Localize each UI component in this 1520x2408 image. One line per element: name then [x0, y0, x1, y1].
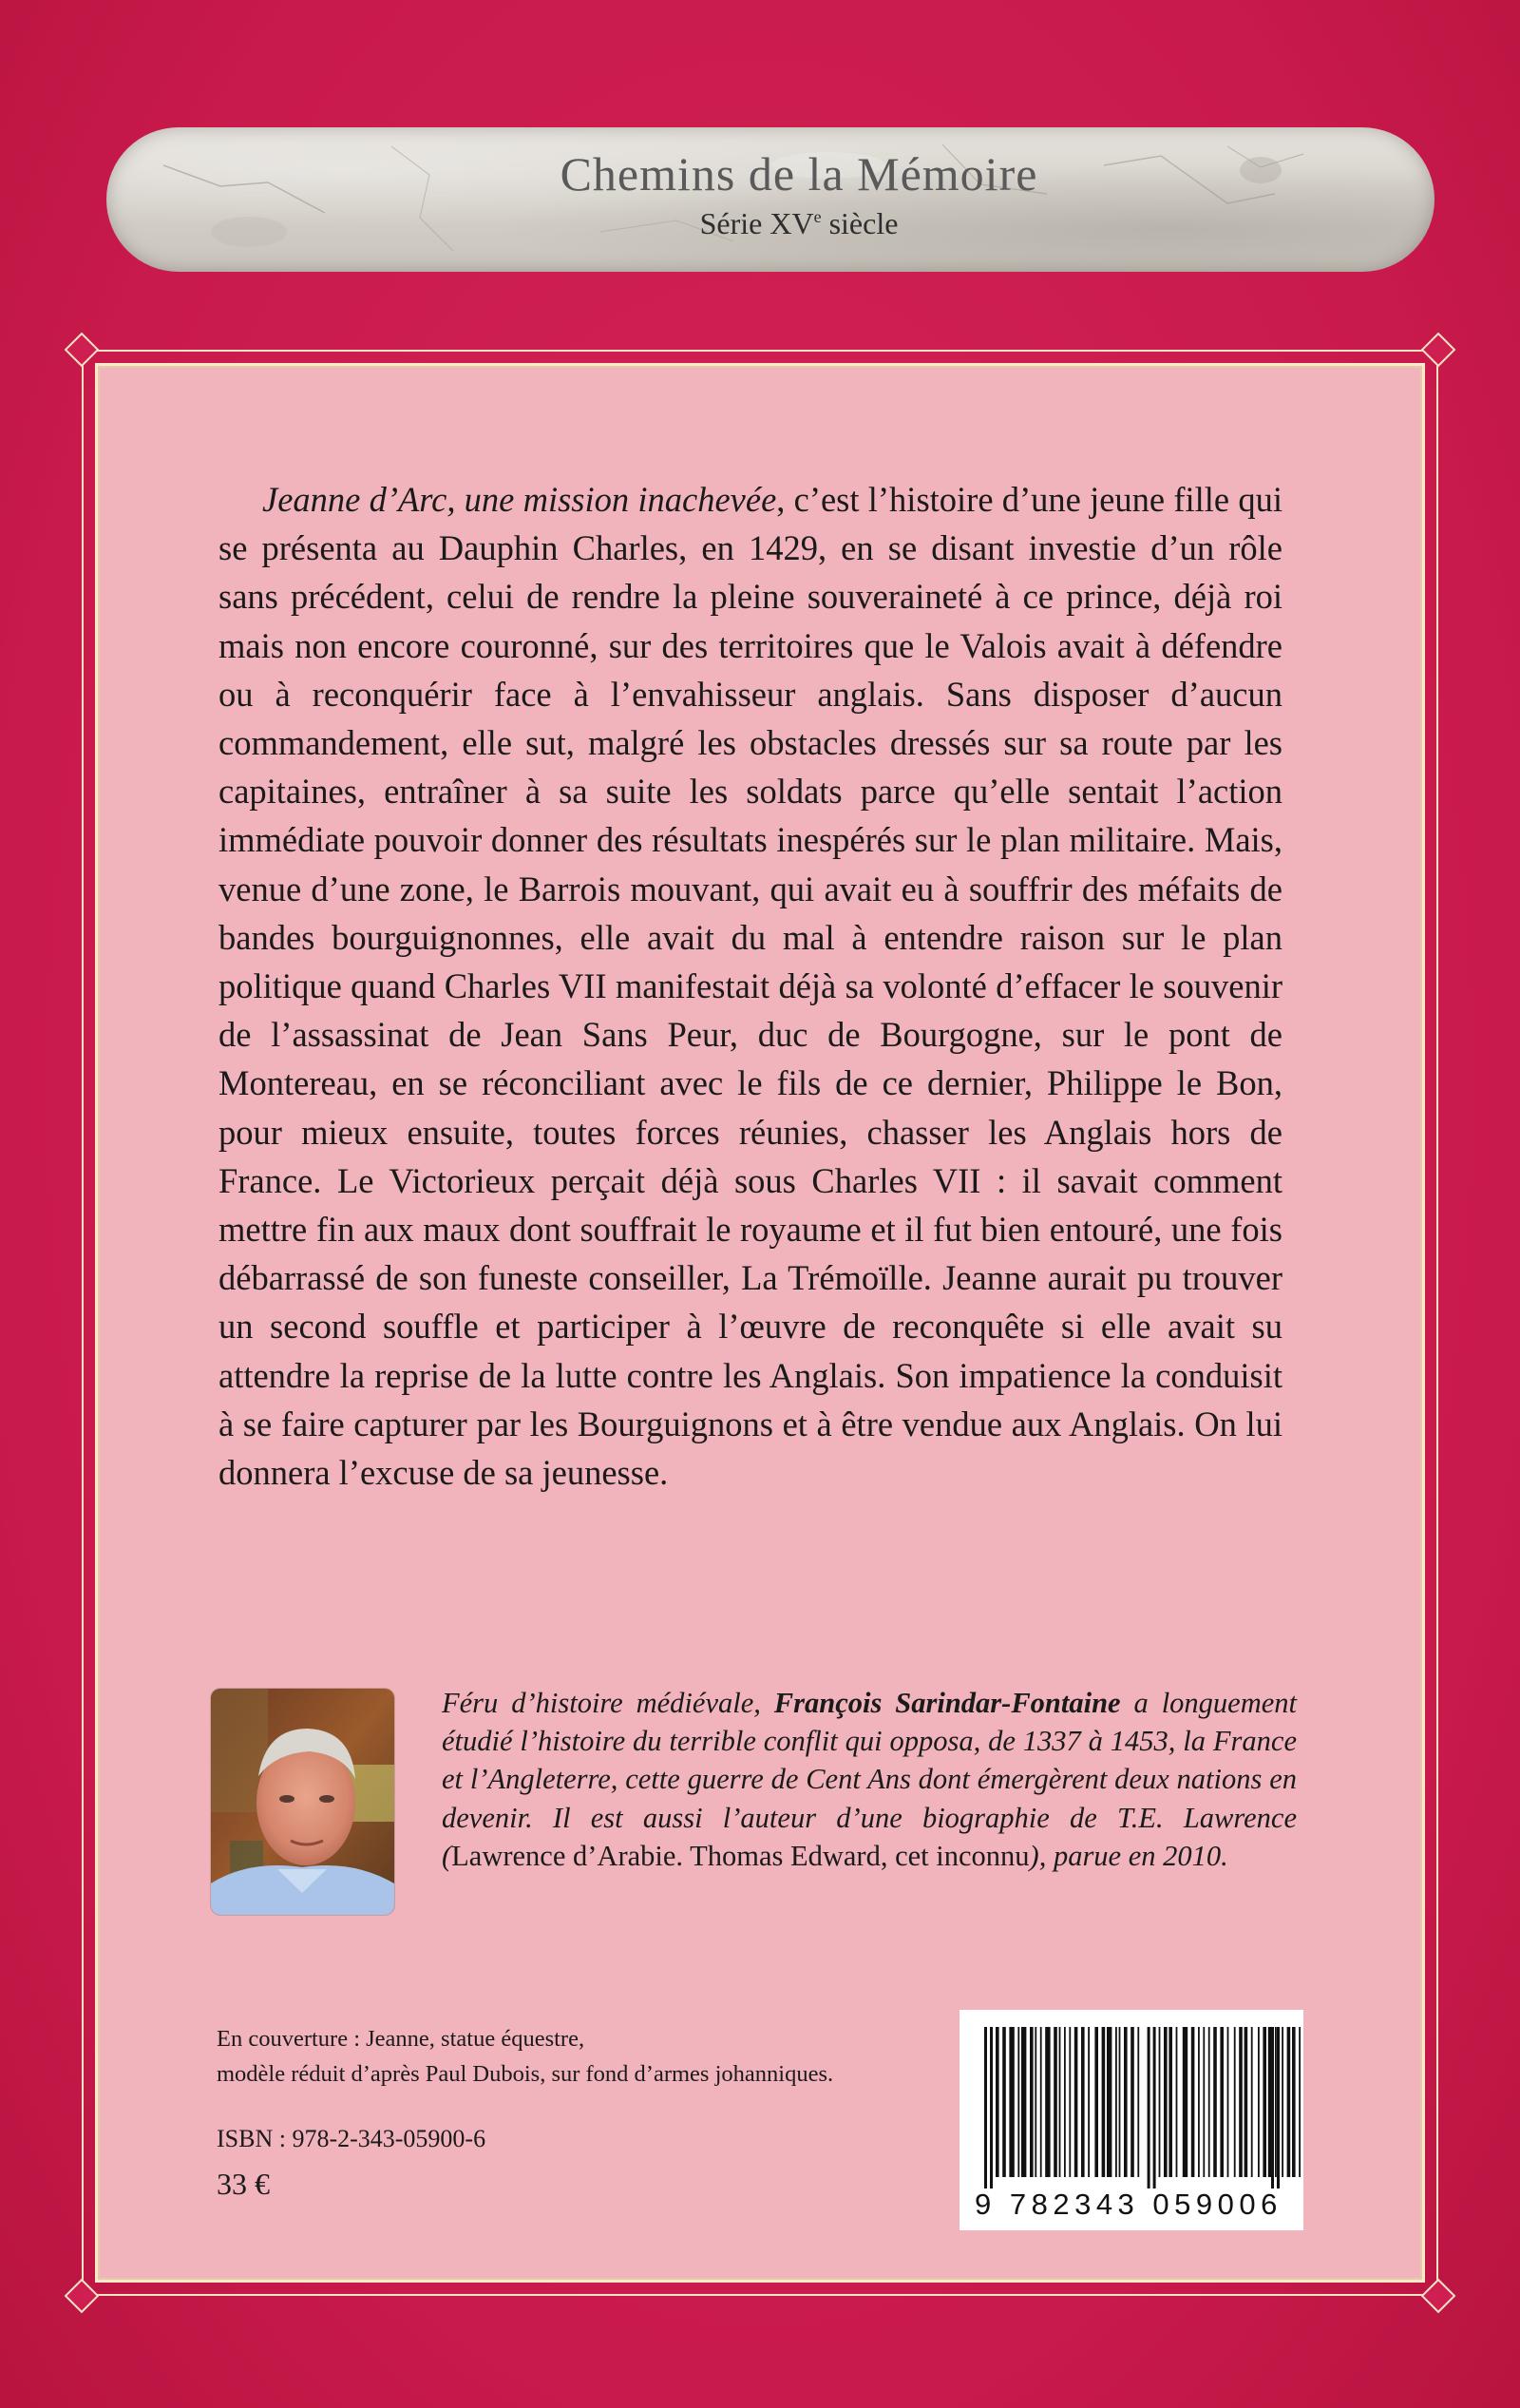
barcode-bar [1088, 2027, 1090, 2177]
series-sub-suffix: siècle [821, 206, 899, 240]
credits-line-2: modèle réduit d’après Paul Dubois, sur fond d’armes johanniques. [217, 2061, 834, 2087]
barcode-bar [1271, 2027, 1274, 2188]
author-other-book: Lawrence d’Arabie. Thomas Edward, cet inconnu [451, 1839, 1030, 1872]
series-banner [106, 127, 1434, 272]
barcode-bar [1258, 2027, 1260, 2177]
author-photo [211, 1689, 394, 1915]
barcode-bar [1002, 2027, 1006, 2177]
barcode-bar [1059, 2027, 1061, 2177]
barcode-bar [1191, 2027, 1195, 2177]
cover-credits [217, 2021, 977, 2092]
barcode-bar [1124, 2027, 1128, 2177]
barcode-bar [1021, 2027, 1026, 2177]
barcode-bar [1183, 2027, 1188, 2177]
barcode-bar [1292, 2027, 1296, 2177]
barcode-bar [1119, 2027, 1121, 2177]
barcode-bar [1275, 2027, 1277, 2177]
barcode-bar [1153, 2027, 1156, 2188]
barcode-bar [1130, 2027, 1134, 2177]
price: 33 € [217, 2167, 270, 2201]
barcode-bar [1164, 2027, 1168, 2177]
barcode-bar [1287, 2027, 1291, 2177]
barcode-bar [1009, 2027, 1014, 2177]
barcode-bar [1035, 2027, 1036, 2177]
barcode-bar [1054, 2027, 1057, 2177]
barcode-bar [1208, 2027, 1210, 2177]
barcode-bar [1251, 2027, 1253, 2177]
series-sub-prefix: Série XV [699, 206, 814, 240]
barcode-bar [1198, 2027, 1200, 2177]
author-bio-part2: ), parue en 2010. [1029, 1839, 1228, 1872]
barcode-bar [1159, 2027, 1161, 2177]
barcode-bar [1081, 2027, 1085, 2177]
book-summary [218, 475, 1282, 1497]
barcode-bar [1227, 2027, 1229, 2177]
barcode-bar [1168, 2027, 1172, 2177]
series-sub-sup: e [813, 207, 822, 226]
barcode-bar [1115, 2027, 1117, 2177]
barcode-bar [1094, 2027, 1098, 2177]
barcode-bar [1064, 2027, 1066, 2177]
barcode-bar [1148, 2027, 1150, 2188]
credits-line-1: En couverture : Jeanne, statue équestre, [217, 2026, 585, 2052]
barcode-bar [990, 2027, 993, 2188]
barcode-bar [984, 2027, 987, 2188]
barcode-bar [1268, 2027, 1272, 2177]
barcode-bar [1137, 2027, 1139, 2177]
barcode-bar [1017, 2027, 1019, 2177]
barcode-bar [1244, 2027, 1248, 2177]
barcode-bar [1040, 2027, 1042, 2177]
barcode-bar [1299, 2027, 1301, 2177]
barcode-bar [996, 2027, 999, 2177]
barcode-bar [1030, 2027, 1034, 2177]
barcode-bar [1220, 2027, 1224, 2177]
barcode-bar [1069, 2027, 1071, 2177]
barcode-bar [1102, 2027, 1106, 2177]
author-portrait-image [211, 1689, 394, 1915]
barcode-bar [1107, 2027, 1112, 2177]
barcode-bar [1282, 2027, 1283, 2177]
series-subtitle [106, 206, 1434, 241]
author-bio [442, 1684, 1297, 1875]
barcode-bar [1213, 2027, 1217, 2177]
isbn: ISBN : 978-2-343-05900-6 [217, 2125, 486, 2152]
barcode-bar [1176, 2027, 1178, 2177]
barcode-bar [1074, 2027, 1078, 2177]
series-title: Chemins de la Mémoire [560, 147, 1038, 201]
author-name: François Sarindar-Fontaine [773, 1687, 1121, 1719]
summary-body: , c’est l’histoire d’une jeune fille qui se présenta au Dauphin Charles, en 1429, en se disant investie d’un rôle sans précédent, celui de rendre la pleine souveraineté à ce prince, déjà roi mais non encore couronné, sur des territoires que le Valois avait à défendre ou à reconquérir face à l’envahisseur anglais. Sans disposer d’aucun commandement, elle sut, malgré les obstacles dressés sur sa route par les capitaines, entraîner à sa suite les soldats parce qu’elle sentait l’action immédiate pouvoir donner des résultats inespérés sur le plan militaire. Mais, venue d’une zone, le Barrois mouvant, qui avait eu à souffrir des méfaits de bandes bourguignonnes, elle avait du mal à entendre raison sur le plan politique quand Charles VII manifestait déjà sa volonté d’effacer le souvenir de l’assassinat de Jean Sans Peur, duc de Bourgogne, sur le pont de Montereau, en se réconciliant avec le fils de ce dernier, Philippe le Bon, pour mieux ensuite, toutes forces réunies, chasser les Anglais hors de France. Le Victorieux perçait déjà sous Charles VII : il savait comment mettre fin aux maux dont souffrait le royaume et il fut bien entouré, une fois débarrassé de son funeste conseiller, La Trémoïlle. Jeanne aurait pu trouver un second souffle et participer à l’œuvre de reconquête si elle avait su attendre la reprise de la lutte contre les Anglais. Son impatience la conduisit à se faire capturer par les Bourguignons et à être vendue aux Anglais. On lui donnera l’excuse de sa jeunesse. [218, 480, 1283, 1493]
barcode-bar [1203, 2027, 1205, 2177]
barcode-bar [1239, 2027, 1243, 2177]
barcode-bar [1263, 2027, 1266, 2177]
barcode-bar [1045, 2027, 1050, 2177]
author-bio-part1: a longuement étudié l’histoire du terrible conflit qui opposa, de 1337 à 1453, la France et l’Angleterre, cette guerre de Cent Ans dont émergèrent deux nations en devenir. Il est aussi l’auteur d’une biographie de T.E. Lawrence ( [442, 1687, 1297, 1872]
barcode-digits: 9 782343 059006 [975, 2188, 1282, 2221]
author-intro: Féru d’histoire médiévale, [442, 1687, 774, 1719]
book-title: Jeanne d’Arc, une mission inachevée [262, 480, 777, 519]
barcode-bar [1277, 2027, 1280, 2188]
barcode-bar [1234, 2027, 1236, 2177]
